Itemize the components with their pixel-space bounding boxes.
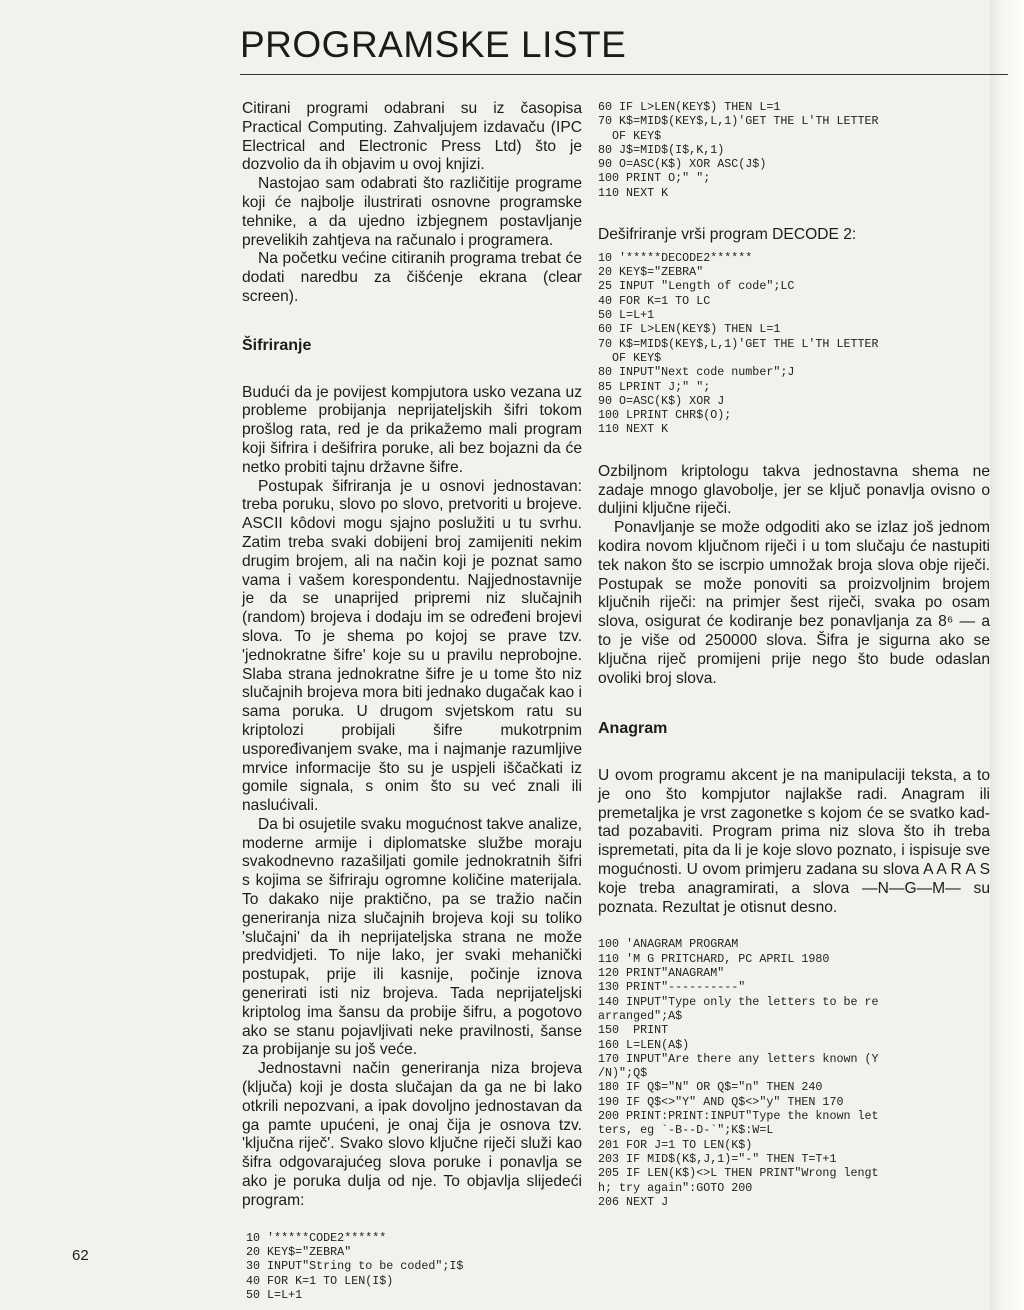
right-column xyxy=(598,100,990,1209)
intro-paragraph: Na početku većine citiranih programa trebat će dodati naredbu za čišćenje ekrana (clear screen). xyxy=(242,250,582,305)
title-rule xyxy=(240,74,1008,75)
body-paragraph: Ponavljanje se može odgoditi ako se izlaz još jednom kodira novom ključnom riječi i u tom slučaju će nastupiti tek nakon što se iscrpio umnožak broja slova obje riječi. Postupak se može ponoviti sa proizvoljnim brojem ključnih riječi: na primjer šest riječi, svaka po osam slova, osigurat će kodiranje bez ponavljanja za 8⁶ — a to je više od 250000 slova. Šifra je sigurna ako se ključna riječ promijeni prije nego što bude odaslan ovoliki broj slova. xyxy=(598,519,990,687)
body-paragraph: Postupak šifriranja je u osnovi jednostavan: treba poruku, slovo po slovo, pretvoriti u brojeve. ASCII kôdovi mogu sjajno poslužiti u tu svrhu. Zatim treba svaki dobijeni broj zamijeniti nekim drugim brojem, ali na način koji je poznat samo vama i vašem korespondentu. Najjednostavnije je da se unaprijed pripremi niz slučajnih (random) brojeva i dodaju im se određeni brojevi slova. To je shema po kojoj se prave tzv. 'jednokratne šifre' koje su u pravilu neprobojne. Slaba strana jednokratne šifre je u tome što niz slučajnih brojeva mora biti jednako dugačak kao i sama poruka. U drugom svjetskom ratu su kriptolozi probijali šifre mukotrpnim uspoređivanjem svake, ma i najmanje razumljive mrvice informacije što su je uspjeli iščačkati iz gomile signala, s onim što su već znali ili naslućivali. xyxy=(242,477,582,815)
page-edge xyxy=(990,0,1024,1310)
body-paragraph: Jednostavni način generiranja niza brojeva (ključa) koji je dosta slučajan da ga ne bi lako otkrili nepozvani, a ipak dovoljno jednostavan da ga pamte upućeni, je onaj čija je osnova tzv. 'ključna riječ'. Svako slovo ključne riječi služi kao šifra odgovarajućeg slova poruke i ponavlja se ako je poruka dulja od nje. To objavlja slijedeći program: xyxy=(242,1060,582,1209)
section-heading-sifriranje: Šifriranje xyxy=(242,336,312,354)
code-listing-code2-continued: 60 IF L>LEN(KEY$) THEN L=1 70 K$=MID$(KEY$,L,1)'GET THE L'TH LETTER OF KEY$ 80 J$=MID$(I$,K,1) 90 O=ASC(K$) XOR ASC(J$) 100 PRINT O;" "; 110 NEXT K xyxy=(598,100,879,200)
left-column xyxy=(242,100,582,1302)
intro-paragraph: Nastojao sam odabrati što različitije programe koji će najbolje ilustrirati osnovne programske tehnike, a da ujedno izbjegnem postavljanje prevelikih zahtjeva na računalo i programera. xyxy=(242,175,582,249)
page-number: 62 xyxy=(72,1247,89,1264)
code-listing-anagram: 100 'ANAGRAM PROGRAM 110 'M G PRITCHARD, PC APRIL 1980 120 PRINT"ANAGRAM" 130 PRINT"----------" 140 INPUT"Type only the letters to be re arranged";A$ 150 PRINT 160 L=LEN(A$) 170 INPUT"Are there any letters known (Y /N)";Q$ 180 IF Q$="N" OR Q$="n" THEN 240 190 IF Q$<>"Y" AND Q$<>"y" THEN 170 200 PRINT:PRINT:INPUT"Type the known let ters, eg `-B--D-`";K$:W=L 201 FOR J=1 TO LEN(K$) 203 IF MID$(K$,J,1)="-" THEN T=T+1 205 IF LEN(K$)<>L THEN PRINT"Wrong lengt h; try again":GOTO 200 206 NEXT J xyxy=(598,937,879,1209)
decode-intro: Dešifriranje vrši program DECODE 2: xyxy=(598,226,857,244)
page-title: PROGRAMSKE LISTE xyxy=(240,24,627,65)
anagram-paragraph: U ovom programu akcent je na manipulaciji teksta, a to je ono što kompjutor najlakše radi. Anagram ili premetaljka je vrst zagonetke s kojom će se svatko kad-tad pozabaviti. Program prima niz slova što ih treba ispremetati, pita da li je koje slovo poznato, i ispisuje sve mogućnosti. U ovom primjeru zadana su slova A A R A S koje treba anagramirati, a slova —N—G—M— su poznata. Rezultat je otisnut desno. xyxy=(598,767,990,916)
body-paragraph: Da bi osujetile svaku mogućnost takve analize, moderne armije i diplomatske službe moraju svakodnevno razašiljati gomile jednokratnih šifri s kojima se šifriraju ogromne količine materijala. To dakako nije praktično, pa se tražio način generiranja niza slučajnih brojeva koji su toliko 'slučajni' da ih neprijateljska strana ne može predvidjeti. To nije lako, jer svaki mehanički postupak, prije ili kasnije, počinje iznova generirati isti niz brojeva. Tada neprijateljski kriptolog ima šansu da probije šifru, a pogotovo ako se stanu pojavljivati neke pravilnosti, šanse za probijanje su još veće. xyxy=(242,815,582,1059)
code-listing-decode2: 10 '*****DECODE2****** 20 KEY$="ZEBRA" 25 INPUT "Length of code";LC 40 FOR K=1 TO LC 50 L=L+1 60 IF L>LEN(KEY$) THEN L=1 70 K$=MID$(KEY$,L,1)'GET THE L'TH LETTER OF KEY$ 80 INPUT"Next code number";J 85 LPRINT J;" "; 90 O=ASC(K$) XOR J 100 LPRINT CHR$(O); 110 NEXT K xyxy=(598,250,879,437)
code-listing-code2: 10 '*****CODE2****** 20 KEY$="ZEBRA" 30 INPUT"String to be coded";I$ 40 FOR K=1 TO LEN(I$) 50 L=L+1 xyxy=(246,1230,464,1302)
section-heading-anagram: Anagram xyxy=(598,720,668,738)
body-paragraph: Budući da je povijest kompjutora usko vezana uz probleme probijanja neprijateljskih šifri tokom prošlog rata, red je da prikažemo mali program koji šifrira i dešifrira poruke, ali bez bojazni da će netko probiti tajnu državne šifre. xyxy=(242,383,582,476)
intro-paragraph: Citirani programi odabrani su iz časopisa Practical Computing. Zahvaljujem izdavaču (IPC Electrical and Electronic Press Ltd) što je dozvolio da ih objavim u ovoj knjizi. xyxy=(242,100,582,174)
body-paragraph: Ozbiljnom kriptologu takva jednostavna shema ne zadaje mnogo glavobolje, jer se ključ ponavlja ovisno o duljini ključne riječi. xyxy=(598,462,990,518)
